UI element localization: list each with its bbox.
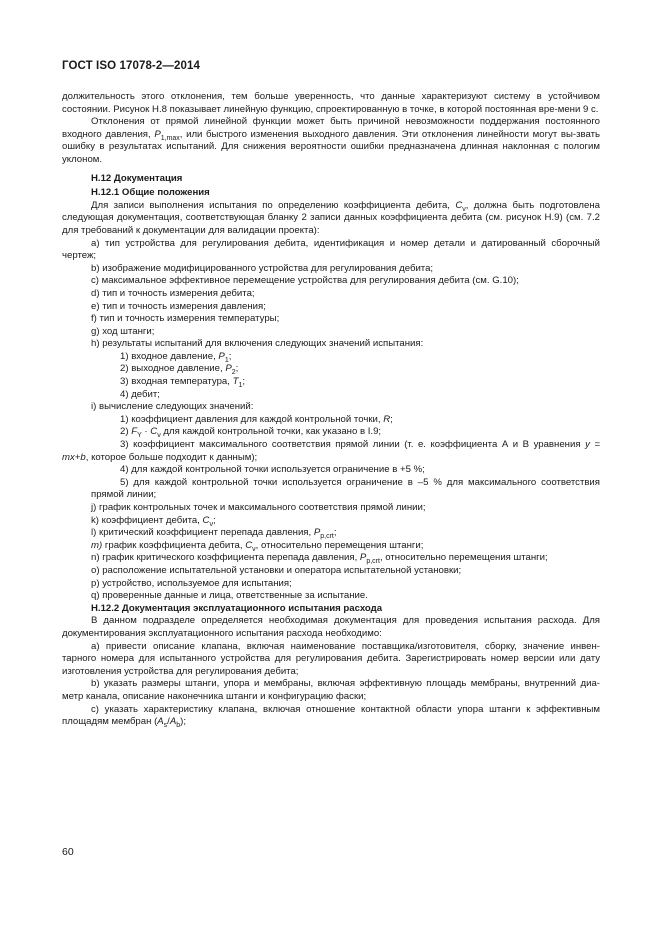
sub-list-item: 2) выходное давление, $P_2$; <box>120 363 239 377</box>
sub-list-item: 2) $F_Y \cdot C_\nu$ для каждой контрольной точки, как указано в I.9; <box>120 426 382 440</box>
page-number: 60 <box>62 846 74 858</box>
subsection-heading: Н.12.2 Документация эксплуатационного испытания расхода <box>91 602 383 614</box>
document-header: ГОСТ ISO 17078-2—2014 <box>62 60 200 72</box>
sub-list-item: 5) для каждой контрольной точки используется ограничение в –5 % для максимального соответствия прямой линии; <box>91 476 600 501</box>
list-item: а) тип устройства для регулирования дебита, идентификация и номер детали и датированный сборочный чертеж; <box>62 237 600 262</box>
paragraph: Для записи выполнения испытания по определению коэффициента дебита, $C_\nu$, должна быть подготовлена следующая документация, соответствующая бланку 2 записи данных коэффициента дебита (см. рисунок Н.9) (см. 7.2 для требований к документации для валидации проекта): <box>62 199 601 236</box>
list-item: а) привести описание клапана, включая наименование поставщика/изготовителя, сборку, значение инвен-тарного номера для испытанного устройства для регулирования дебита. Зарегистрировать номер версии или дату изготовления устройства для регулирования дебита; <box>62 640 600 677</box>
page-body <box>62 91 600 729</box>
sub-list-item: 1) коэффициент давления для каждой контрольной точки, R; <box>120 413 393 425</box>
list-item: с) максимальное эффективное перемещение устройства для регулирования дебита (см. G.10); <box>91 275 519 287</box>
list-item: h) результаты испытаний для включения следующих значений испытания: <box>91 338 424 350</box>
paragraph: должительность этого отклонения, тем больше уверенность, что данные характеризуют систему в устойчивом состоянии. Рисунок Н.8 показывает линейную функцию, спроектированную в точке, в которой постоянная вре-мени 9 с. <box>62 91 600 115</box>
list-item: m) график коэффициента дебита, $C_\nu$, относительно перемещения штанги; <box>91 539 424 553</box>
paragraph: Отклонения от прямой линейной функции может быть причиной невозможности поддержания постоянного входного давления, $P_{1,max}$, или быстрого изменения выходного давления. Эти отклонения линейности могут вы-звать ошибку в результатах испытаний. Для снижения вероятности ошибки предназначена длинная наклонная с пологим уклоном. <box>62 116 600 165</box>
list-item: о) расположение испытательной установки и оператора испытательной установки; <box>91 564 462 576</box>
list-item: n) график критического коэффициента перепада давления, $P_{p,crt}$, относительно перемещения штанги; <box>91 552 548 566</box>
list-item: b) указать размеры штанги, упора и мембраны, включая эффективную площадь мембраны, внутренний диа-метр канала, описание наконечника штанги и конфигурацию фаски; <box>62 678 600 702</box>
sub-list-item: 3) коэффициент максимального соответствия прямой линии (т. е. коэффициента А и В уравнения у = mx+b, которое больше подходит к данным); <box>62 439 600 463</box>
list-item: р) устройство, используемое для испытания; <box>91 577 292 589</box>
list-item: е) тип и точность измерения давления; <box>91 300 266 312</box>
section-heading: Н.12 Документация <box>91 172 183 184</box>
subsection-heading: Н.12.1 Общие положения <box>91 187 210 199</box>
sub-list-item: 4) для каждой контрольной точки используется ограничение в +5 %; <box>120 464 425 476</box>
sub-list-item: 4) дебит; <box>120 388 160 400</box>
list-item: f) тип и точность измерения температуры; <box>91 313 280 325</box>
list-item: b) изображение модифицированного устройства для регулирования дебита; <box>91 262 434 274</box>
list-item: d) тип и точность измерения дебита; <box>91 287 255 299</box>
list-item: j) график контрольных точек и максимального соответствия прямой линии; <box>91 502 426 513</box>
paragraph: В данном подразделе определяется необходимая документация для проведения испытания расхода. Для документирования эксплуатационного испытания расхода необходимо: <box>62 615 600 639</box>
sub-list-item: 3) входная температура, $T_1$; <box>120 376 246 389</box>
list-item: q) проверенные данные и лица, ответственные за испытание. <box>91 590 368 602</box>
list-item: i) вычисление следующих значений: <box>91 401 254 413</box>
list-item: g) ход штанги; <box>91 325 155 337</box>
list-item: l) критический коэффициент перепада давления, $P_{p,crt}$; <box>91 527 337 541</box>
sub-list-item: 1) входное давление, $P_1$; <box>120 350 232 364</box>
list-item: с) указать характеристику клапана, включая отношение контактной области упора штанги к эффективным площадям мембран $(A_s/A_b)$; <box>62 703 600 729</box>
list-item: k) коэффициент дебита, $C_\nu$; <box>91 514 216 528</box>
